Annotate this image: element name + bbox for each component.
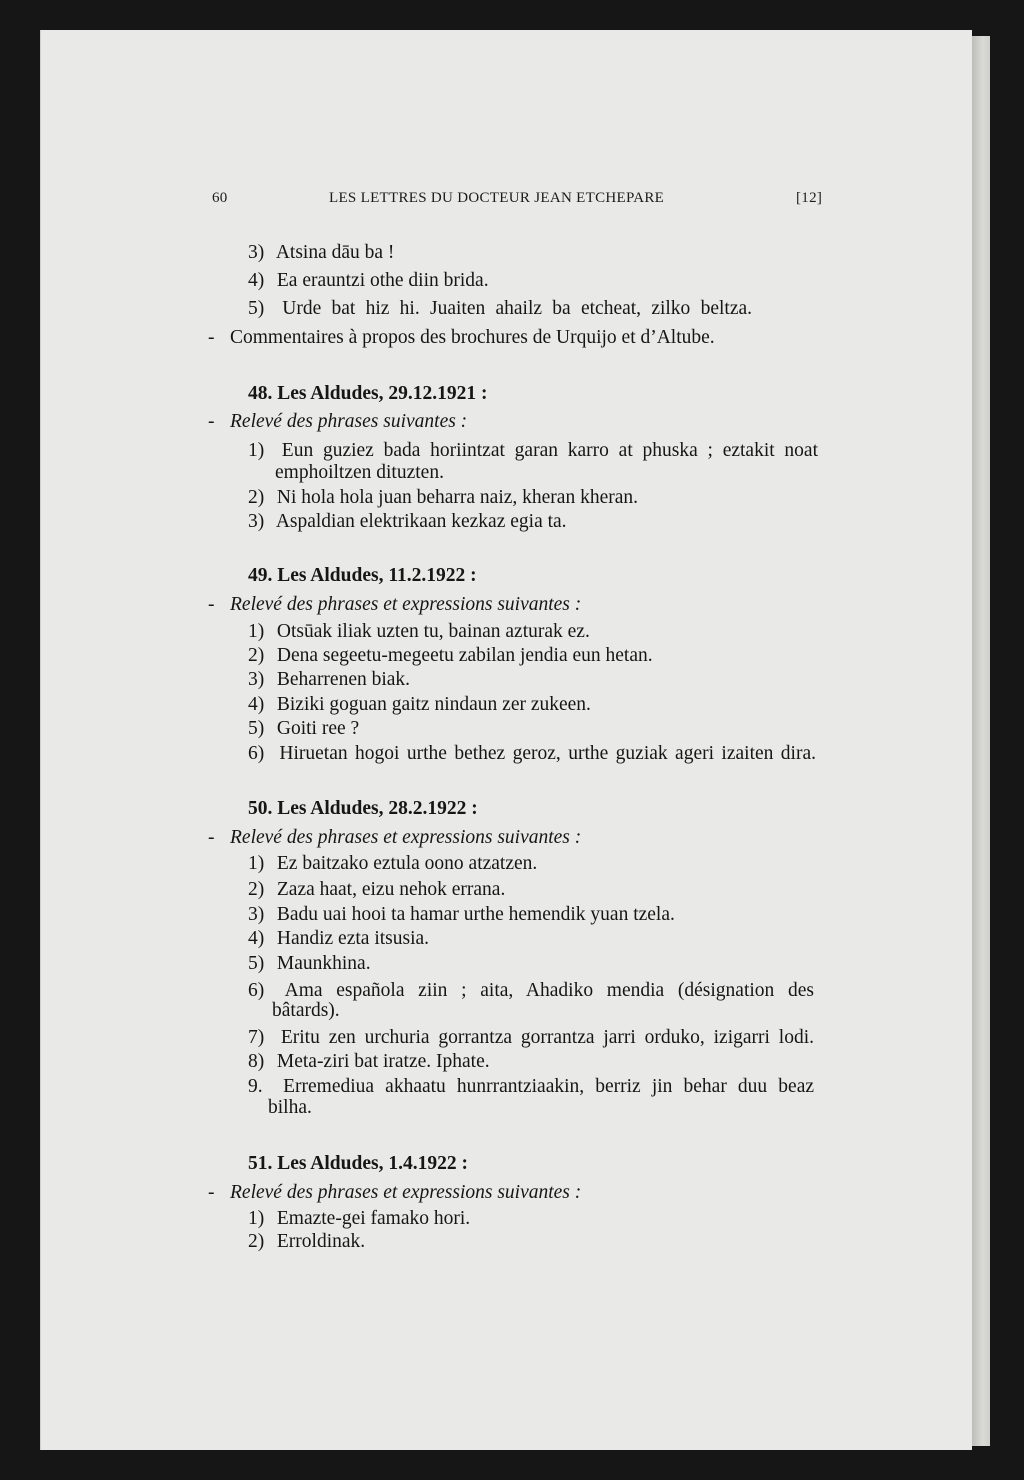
list-item: 6) Hiruetan hogoi urthe bethez geroz, urthe guziak ageri izaiten dira. [248,743,816,764]
list-item-continuation: bâtards). [272,1000,340,1021]
section-intro: - Relevé des phrases et expressions suivantes : [208,594,582,615]
list-item: 9. Erremediua akhaatu hunrrantziaakin, berriz jin behar duu beaz [248,1076,814,1097]
facing-page-edge [972,36,990,1446]
list-item: 2) Zaza haat, eizu nehok errana. [248,879,506,900]
section-intro: - Relevé des phrases et expressions suivantes : [208,1182,582,1203]
list-item: 5) Urde bat hiz hi. Juaiten ahailz ba etcheat, zilko beltza. [248,298,752,319]
list-item: 2) Dena segeetu-megeetu zabilan jendia eun hetan. [248,645,653,666]
list-item: 4) Handiz ezta itsusia. [248,928,430,949]
list-item: 7) Eritu zen urchuria gorrantza gorrantza jarri orduko, izigarri lodi. [248,1027,815,1048]
section-reference: [12] [796,190,823,206]
list-item: 3) Atsina dāu ba ! [248,242,395,263]
section-heading-49: 49. Les Aldudes, 11.2.1922 : [248,565,477,586]
comment-line: - Commentaires à propos des brochures de Urquijo et d’Altube. [208,327,715,348]
section-intro: - Relevé des phrases et expressions suivantes : [208,827,582,848]
list-item: 5) Maunkhina. [248,953,371,974]
page-number: 60 [212,190,228,206]
list-item: 3) Aspaldian elektrikaan kezkaz egia ta. [248,511,567,532]
list-item: 1) Emazte-gei famako hori. [248,1208,471,1229]
list-item-continuation: emphoiltzen dituzten. [275,462,444,483]
list-item: 2) Ni hola hola juan beharra naiz, kheran kheran. [248,487,639,508]
list-item: 1) Otsūak iliak uzten tu, bainan azturak ez. [248,621,590,642]
list-item: 3) Badu uai hooi ta hamar urthe hemendik yuan tzela. [248,904,675,925]
list-item: 4) Ea erauntzi othe diin brida. [248,270,489,291]
list-item: 2) Erroldinak. [248,1231,366,1252]
section-intro: - Relevé des phrases suivantes : [208,411,468,432]
list-item: 5) Goiti ree ? [248,718,360,739]
list-item: 3) Beharrenen biak. [248,669,411,690]
section-heading-51: 51. Les Aldudes, 1.4.1922 : [248,1153,468,1174]
list-item-continuation: bilha. [268,1097,312,1118]
list-item: 1) Ez baitzako eztula oono atzatzen. [248,853,538,874]
section-heading-48: 48. Les Aldudes, 29.12.1921 : [248,383,488,404]
list-item: 4) Biziki goguan gaitz nindaun zer zukeen. [248,694,591,715]
section-heading-50: 50. Les Aldudes, 28.2.1922 : [248,798,478,819]
list-item: 1) Eun guziez bada horiintzat garan karro at phuska ; eztakit noat [248,440,819,461]
list-item: 6) Ama española ziin ; aita, Ahadiko mendia (désignation des [248,980,814,1001]
list-item: 8) Meta-ziri bat iratze. Iphate. [248,1051,490,1072]
book-page [40,30,972,1450]
running-title: LES LETTRES DU DOCTEUR JEAN ETCHEPARE [329,190,665,206]
